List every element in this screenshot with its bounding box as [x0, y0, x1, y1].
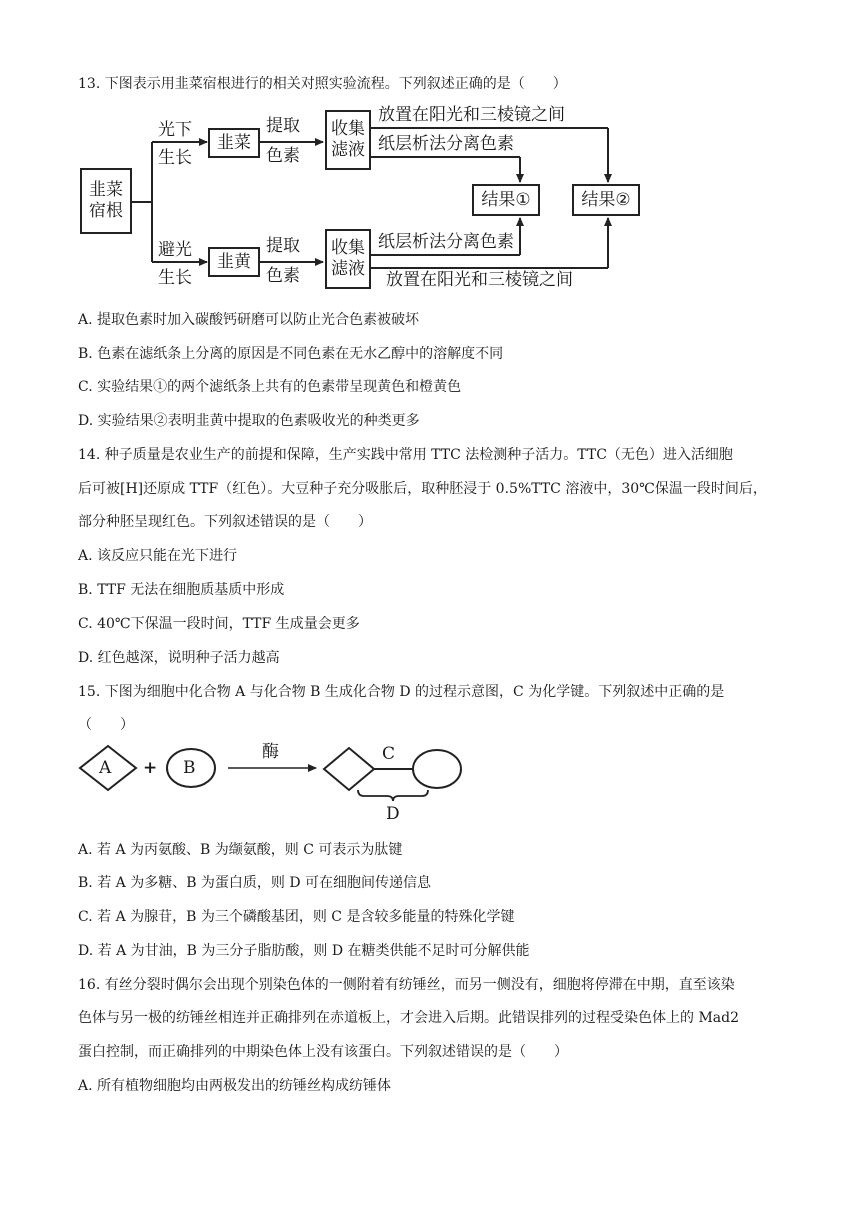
upper-extract-label-1: 提取 — [266, 116, 300, 136]
upper-collect-label-2: 滤液 — [331, 140, 365, 160]
q16-stem-line-3: 蛋白控制，而正确排列的中期染色体上没有该蛋白。下列叙述错误的是（ ） — [78, 1044, 568, 1060]
compound-a-label: A — [99, 758, 112, 778]
upper-prism-label: 放置在阳光和三棱镜之间 — [378, 105, 565, 125]
q15-option-c: C. 若 A 为腺苷，B 为三个磷酸基团，则 C 是含较多能量的特殊化学键 — [78, 909, 515, 925]
q14-stem-line-1: 14. 种子质量是农业生产的前提和保障，生产实践中常用 TTC 法检测种子活力。TTC（无色）进入活细胞 — [78, 447, 733, 463]
q14-option-a: A. 该反应只能在光下进行 — [78, 548, 238, 564]
q13-option-b: B. 色素在滤纸条上分离的原因是不同色素在无水乙醇中的溶解度不同 — [78, 346, 504, 362]
q15-option-d: D. 若 A 为甘油，B 为三分子脂肪酸，则 D 在糖类供能不足时可分解供能 — [78, 943, 530, 959]
lower-plant-box: 韭黄 — [208, 247, 260, 277]
lower-branch-label-1: 避光 — [158, 240, 192, 260]
lower-branch-label-2: 生长 — [158, 268, 192, 288]
product-d-label: D — [386, 804, 400, 824]
q16-stem-line-1: 16. 有丝分裂时偶尔会出现个别染色体的一侧附着有纺锤丝，而另一侧没有，细胞将停滞在中期，直至该染 — [78, 977, 735, 993]
lower-extract-label-1: 提取 — [266, 236, 300, 256]
compound-b-label: B — [183, 758, 196, 778]
lower-prism-label: 放置在阳光和三棱镜之间 — [386, 270, 573, 290]
q14-option-b: B. TTF 无法在细胞质基质中形成 — [78, 582, 285, 598]
root-label: 韭菜宿根 — [89, 180, 123, 221]
upper-branch-label-2: 生长 — [158, 148, 192, 168]
lower-collect-label-2: 滤液 — [331, 259, 365, 279]
product-diamond — [324, 748, 374, 790]
q13-stem: 13. 下图表示用韭菜宿根进行的相关对照实验流程。下列叙述正确的是（ ） — [78, 76, 567, 92]
lower-collect-label-1: 收集 — [331, 238, 365, 258]
q15-stem-line-1: 15. 下图为细胞中化合物 A 与化合物 B 生成化合物 D 的过程示意图，C 为化学键。下列叙述中正确的是 — [78, 684, 725, 700]
q14-stem-line-2: 后可被[H]还原成 TTF（红色）。大豆种子充分吸胀后，取种胚浸于 0.5%TTC 溶液中，30℃保温一段时间后， — [78, 481, 767, 497]
brace — [358, 790, 428, 801]
q14-stem-line-3: 部分种胚呈现红色。下列叙述错误的是（ ） — [78, 514, 372, 530]
plus-sign: + — [143, 758, 158, 778]
enzyme-label: 酶 — [262, 742, 279, 762]
q15-stem-line-2: （ ） — [78, 717, 134, 733]
q13-option-a: A. 提取色素时加入碳酸钙研磨可以防止光合色素被破坏 — [78, 312, 420, 328]
q15-option-a: A. 若 A 为丙氨酸、B 为缬氨酸，则 C 可表示为肽键 — [78, 842, 403, 858]
lower-paper-label: 纸层析法分离色素 — [378, 232, 514, 252]
upper-extract-label-2: 色素 — [266, 146, 300, 166]
result1-box: 结果① — [472, 184, 540, 216]
product-circle — [413, 750, 461, 788]
q14-option-d: D. 红色越深，说明种子活力越高 — [78, 650, 280, 666]
upper-collect-label-1: 收集 — [331, 119, 365, 139]
q13-option-c: C. 实验结果①的两个滤纸条上共有的色素带呈现黄色和橙黄色 — [78, 379, 462, 395]
upper-plant-box: 韭菜 — [208, 128, 260, 158]
lower-extract-label-2: 色素 — [266, 266, 300, 286]
result2-box: 结果② — [572, 184, 640, 216]
q16-option-a: A. 所有植物细胞均由两极发出的纺锤丝构成纺锤体 — [78, 1078, 392, 1094]
q13-option-d: D. 实验结果②表明韭黄中提取的色素吸收光的种类更多 — [78, 413, 420, 429]
q14-option-c: C. 40℃下保温一段时间，TTF 生成量会更多 — [78, 616, 360, 632]
bond-c-label: C — [382, 744, 396, 764]
upper-branch-label-1: 光下 — [158, 120, 192, 140]
upper-paper-label: 纸层析法分离色素 — [378, 134, 514, 154]
q15-option-b: B. 若 A 为多糖、B 为蛋白质，则 D 可在细胞间传递信息 — [78, 875, 432, 891]
q16-stem-line-2: 色体与另一极的纺锤丝相连并正确排列在赤道板上，才会进入后期。此错误排列的过程受染色体上的 Mad2 — [78, 1010, 739, 1026]
